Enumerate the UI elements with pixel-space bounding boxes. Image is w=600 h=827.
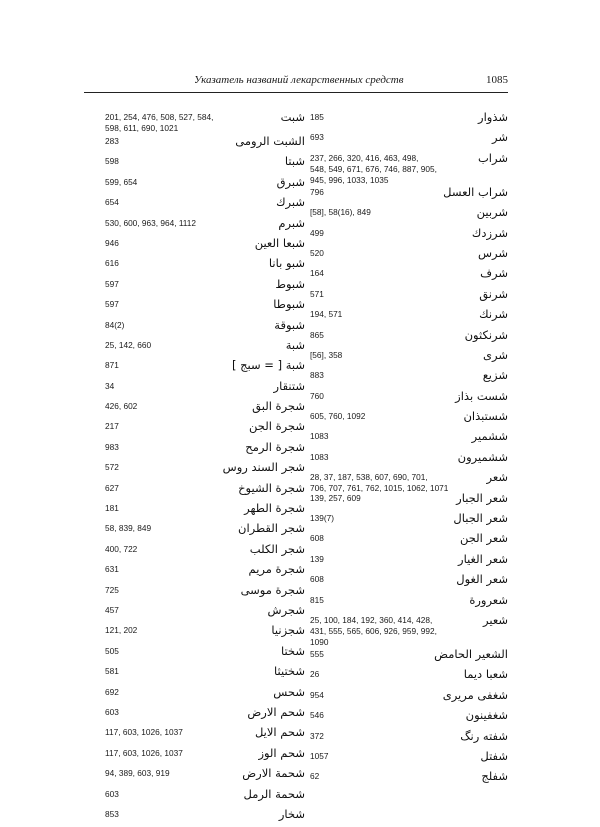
index-entry	[310, 185, 508, 205]
entry-references: 599, 654	[105, 176, 138, 187]
index-entry	[105, 766, 305, 786]
entry-references: 597	[105, 299, 119, 310]
index-entry	[105, 521, 305, 541]
entry-references: 520	[310, 247, 324, 258]
entry-references: 598	[105, 156, 119, 167]
index-entry	[310, 749, 508, 769]
index-entry	[310, 287, 508, 307]
index-entry	[310, 470, 508, 494]
index-entry	[310, 613, 508, 647]
entry-term: شجرة موسى	[240, 582, 305, 597]
entry-term: شبوطا	[273, 297, 305, 312]
index-entry	[105, 481, 305, 501]
index-entry	[310, 307, 508, 327]
entry-references: 117, 603, 1026, 1037	[105, 727, 183, 738]
entry-term: شجر القطران	[238, 521, 305, 536]
entry-references: 693	[310, 132, 324, 143]
index-entry	[310, 151, 508, 185]
entry-term: شرس	[477, 245, 508, 260]
entry-references: 946	[105, 237, 119, 248]
entry-references: 597	[105, 278, 119, 289]
index-entry	[105, 501, 305, 521]
index-entry	[105, 746, 305, 766]
entry-references: 28, 37, 187, 538, 607, 690, 701, 706, 707, 761, 762, 1015, 1062, 1071	[310, 472, 449, 494]
entry-term: شعر الغيار	[458, 551, 508, 566]
entry-term: شبعا العين	[254, 235, 305, 250]
entry-references: 631	[105, 564, 119, 575]
entry-references: 117, 603, 1026, 1037	[105, 747, 183, 758]
entry-references: 1083	[310, 451, 329, 462]
entry-term: شجر السند روس	[222, 460, 305, 475]
index-entry	[310, 110, 508, 130]
entry-term: شبوط	[275, 276, 305, 291]
entry-term: شزيع	[482, 368, 508, 383]
entry-references: 62	[310, 771, 320, 782]
index-entry	[310, 266, 508, 286]
entry-references: 505	[105, 645, 119, 656]
index-entry	[310, 226, 508, 246]
entry-term: شحمة الرمل	[243, 786, 305, 801]
entry-term: شست بذاز	[455, 388, 508, 403]
entry-references: 217	[105, 421, 119, 432]
entry-term: شتنقار	[273, 378, 305, 393]
entry-references: 603	[105, 788, 119, 799]
index-entry	[310, 729, 508, 749]
index-entry	[310, 348, 508, 368]
entry-references: 181	[105, 503, 119, 514]
entry-references: 26	[310, 669, 320, 680]
index-entry	[310, 130, 508, 150]
index-entry	[105, 664, 305, 684]
entry-references: 871	[105, 360, 119, 371]
entry-term: شعبا ديما	[463, 667, 508, 682]
entry-term: شبوقة	[274, 317, 305, 332]
index-entry	[105, 175, 305, 195]
index-entry	[310, 205, 508, 225]
entry-term: ششميرون	[457, 449, 508, 464]
index-entry	[105, 110, 305, 134]
index-entry	[105, 603, 305, 623]
entry-term: شختيثا	[274, 664, 305, 679]
entry-term: شخار	[278, 806, 305, 821]
index-entry	[105, 623, 305, 643]
entry-term: شعر الجبال	[453, 511, 508, 526]
entry-references: 692	[105, 686, 119, 697]
index-entry	[105, 195, 305, 215]
index-entry	[310, 572, 508, 592]
entry-references: 530, 600, 963, 964, 1112	[105, 217, 197, 228]
entry-term: شراب العسل	[443, 184, 508, 199]
entry-references: 164	[310, 268, 324, 279]
index-entry	[105, 807, 305, 827]
entry-references: 1057	[310, 750, 329, 761]
entry-references: 883	[310, 370, 324, 381]
index-entry	[105, 256, 305, 276]
entry-term: شعر الجن	[459, 531, 508, 546]
entry-term: شجرش	[267, 602, 305, 617]
entry-term: شغفى مريرى	[442, 687, 508, 702]
entry-term: شجرة مريم	[248, 562, 305, 577]
entry-references: 581	[105, 666, 119, 677]
entry-term: الشبت الرومى	[235, 134, 305, 148]
entry-term: شبرك	[276, 195, 305, 210]
entry-term: شرف	[480, 266, 508, 281]
entry-term: شجزنيا	[271, 623, 305, 638]
entry-references: 654	[105, 197, 119, 208]
entry-references: 616	[105, 258, 119, 269]
entry-term: شجرة الجن	[249, 419, 305, 434]
entry-term: شستبذان	[463, 409, 508, 424]
entry-term: شفته رنگ	[460, 728, 508, 743]
left-column	[105, 110, 305, 827]
entry-references: 34	[105, 380, 115, 391]
entry-references: 237, 266, 320, 416, 463, 498, 548, 549, 671, 676, 746, 887, 905, 945, 996, 1033, 1035	[310, 152, 437, 185]
entry-references: 1083	[310, 431, 329, 442]
index-entry	[310, 593, 508, 613]
index-entry	[310, 389, 508, 409]
index-entry	[310, 769, 508, 789]
entry-references: 555	[310, 648, 324, 659]
index-entry	[105, 379, 305, 399]
entry-references: 608	[310, 533, 324, 544]
entry-references: 603	[105, 706, 119, 717]
entry-references: 815	[310, 594, 324, 605]
entry-references: 608	[310, 574, 324, 585]
index-entry	[105, 562, 305, 582]
index-entry	[105, 685, 305, 705]
entry-term: شغفينون	[465, 708, 508, 723]
index-entry	[105, 358, 305, 378]
index-entry	[310, 647, 508, 667]
index-entry	[310, 429, 508, 449]
index-entry	[310, 328, 508, 348]
index-entry	[105, 236, 305, 256]
entry-references: 983	[105, 441, 119, 452]
entry-references: 865	[310, 329, 324, 340]
right-column	[310, 110, 508, 790]
entry-term: شعر	[486, 470, 508, 485]
entry-term: شبرق	[276, 174, 305, 189]
entry-term: شحم الايل	[254, 725, 305, 740]
entry-references: 725	[105, 584, 119, 595]
entry-term: شفتل	[480, 748, 508, 763]
entry-term: شرنق	[479, 286, 508, 301]
index-entry	[105, 154, 305, 174]
entry-term: شر	[492, 130, 508, 145]
entry-references: [56], 358	[310, 349, 343, 360]
entry-term: شرى	[483, 347, 508, 362]
entry-references: 426, 602	[105, 401, 138, 412]
entry-references: 605, 760, 1092	[310, 411, 366, 422]
entry-references: 283	[105, 136, 119, 146]
entry-term: شجر الكلب	[249, 541, 305, 556]
entry-term: شجرة البق	[252, 399, 305, 414]
entry-references: 25, 142, 660	[105, 339, 152, 350]
index-entry	[105, 134, 305, 154]
entry-term: شعر الغول	[456, 572, 508, 587]
entry-references: 25, 100, 184, 192, 360, 414, 428, 431, 555, 565, 606, 926, 959, 992, 1090	[310, 614, 437, 647]
index-entry	[105, 440, 305, 460]
entry-term: شبت	[280, 110, 305, 124]
entry-references: 94, 389, 603, 919	[105, 768, 170, 779]
entry-references: 185	[310, 112, 324, 122]
entry-term: شحم الوز	[258, 745, 305, 760]
entry-term: شراب	[477, 150, 508, 165]
entry-term: شرنكثون	[464, 327, 508, 342]
index-entry	[310, 688, 508, 708]
entry-term: شعرورة	[469, 592, 508, 607]
index-entry	[105, 297, 305, 317]
entry-term: الشعير الحامض	[434, 646, 508, 661]
entry-references: 194, 571	[310, 309, 343, 320]
index-entry	[310, 511, 508, 531]
entry-term: شبرم	[278, 215, 305, 230]
entry-term: شحمة الارض	[242, 766, 305, 781]
entry-references: 499	[310, 227, 324, 238]
entry-references: 201, 254, 476, 508, 527, 584, 598, 611, 690, 1021	[105, 112, 214, 133]
entry-references: 853	[105, 808, 119, 819]
entry-term: شحم الارض	[247, 704, 305, 719]
entry-references: 457	[105, 604, 119, 615]
index-entry	[310, 246, 508, 266]
entry-term: شجرة الرمح	[245, 439, 305, 454]
entry-term: شبتا	[284, 154, 305, 169]
page-number: 1085	[486, 74, 508, 86]
index-entry	[105, 277, 305, 297]
entry-term: شحس	[273, 684, 305, 699]
entry-references: 954	[310, 689, 324, 700]
index-entry	[105, 419, 305, 439]
index-entry	[105, 460, 305, 480]
entry-references: 58, 839, 849	[105, 523, 152, 534]
entry-term: شبو بانا	[268, 256, 305, 271]
index-entry	[105, 787, 305, 807]
entry-term: شرزدك	[471, 225, 508, 240]
entry-references: 400, 722	[105, 543, 138, 554]
entry-term: شعر الجبار	[456, 490, 508, 505]
entry-references: 546	[310, 710, 324, 721]
entry-references: 760	[310, 390, 324, 401]
index-entry	[310, 531, 508, 551]
running-header	[84, 74, 508, 93]
index-entry	[105, 338, 305, 358]
index-entry	[105, 705, 305, 725]
entry-references: [58], 58(16), 849	[310, 207, 371, 218]
entry-references: 121, 202	[105, 625, 138, 636]
index-entry	[105, 644, 305, 664]
entry-term: شبة	[285, 337, 305, 352]
entry-references: 571	[310, 288, 324, 299]
entry-references: 572	[105, 462, 119, 473]
entry-term: ششمير	[471, 429, 508, 444]
index-entry	[310, 491, 508, 511]
entry-references: 627	[105, 482, 119, 493]
entry-references: 139, 257, 609	[310, 492, 361, 503]
index-entry	[105, 542, 305, 562]
entry-term: شذوار	[478, 110, 508, 124]
index-entry	[310, 409, 508, 429]
index-entry	[105, 399, 305, 419]
entry-references: 139	[310, 553, 324, 564]
index-entry	[105, 318, 305, 338]
entry-term: شختا	[280, 643, 305, 658]
entry-term: شفلج	[481, 769, 508, 784]
index-entry	[310, 450, 508, 470]
entry-references: 372	[310, 730, 324, 741]
entry-term: شعير	[483, 612, 508, 627]
entry-term: شرنك	[479, 307, 508, 322]
index-entry	[310, 368, 508, 388]
index-entry	[105, 725, 305, 745]
entry-term: شجرة الشيوخ	[238, 480, 305, 495]
entry-term: شجرة الطهر	[244, 501, 305, 516]
entry-term: شبة [ = سبج ]	[231, 358, 305, 373]
entry-references: 796	[310, 186, 324, 197]
entry-references: 139(7)	[310, 513, 334, 524]
entry-references: 84(2)	[105, 319, 125, 330]
index-entry	[105, 583, 305, 603]
index-entry	[310, 708, 508, 728]
index-entry	[310, 552, 508, 572]
index-entry	[310, 667, 508, 687]
header-title: Указатель названий лекарственных средств	[194, 74, 404, 86]
index-entry	[105, 216, 305, 236]
entry-term: شربين	[476, 205, 508, 220]
